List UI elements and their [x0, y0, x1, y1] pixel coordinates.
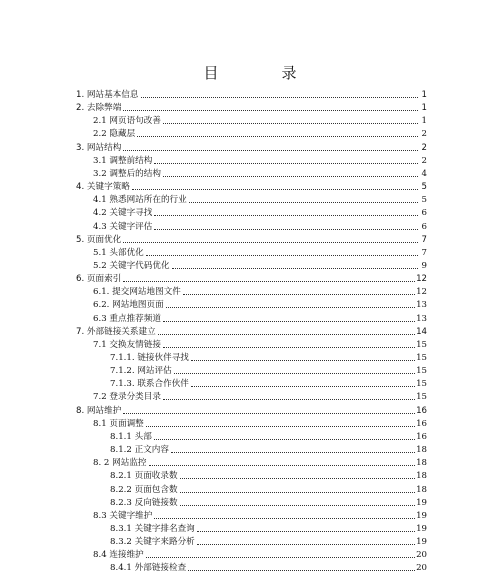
toc-entry-page-number: 2	[421, 129, 427, 140]
dot-leader	[154, 439, 415, 440]
toc-entry[interactable]	[76, 404, 427, 417]
toc-entry[interactable]	[110, 364, 427, 377]
toc-entry[interactable]	[110, 351, 427, 364]
toc-entry[interactable]	[76, 233, 427, 246]
dot-leader	[123, 242, 418, 243]
toc-entry[interactable]	[110, 522, 427, 535]
toc-entry-page-number: 5	[421, 195, 427, 206]
toc-entry[interactable]	[110, 469, 427, 482]
toc-entry[interactable]	[76, 101, 427, 114]
toc-entry[interactable]	[93, 127, 427, 140]
toc-entry[interactable]	[93, 456, 427, 469]
toc-entry-label: 8.2.3 反向链接数	[110, 497, 178, 508]
toc-entry-page-number: 19	[416, 523, 427, 534]
toc-entry[interactable]	[93, 548, 427, 561]
toc-entry-label: 6.3 重点推荐频道	[93, 313, 161, 324]
dot-leader	[180, 478, 415, 479]
toc-entry-label: 4.3 关键字评估	[93, 221, 153, 232]
toc-entry-page-number: 18	[416, 471, 427, 482]
toc-entry-page-number: 14	[416, 326, 427, 337]
dot-leader	[154, 215, 418, 216]
dot-leader	[146, 426, 415, 427]
toc-entry-label: 8.1.1 头部	[110, 431, 152, 442]
toc-entry[interactable]	[93, 338, 427, 351]
toc-entry[interactable]	[76, 88, 427, 101]
toc-entry[interactable]	[76, 325, 427, 338]
toc-entry-label: 8.3.2 关键字来路分析	[110, 537, 195, 548]
dot-leader	[191, 360, 415, 361]
toc-entry-page-number: 19	[416, 510, 427, 521]
toc-entry-page-number: 18	[416, 484, 427, 495]
dot-leader	[137, 136, 418, 137]
dot-leader	[154, 163, 418, 164]
toc-entry-label: 8. 2 网站监控	[93, 458, 147, 469]
dot-leader	[191, 386, 415, 387]
toc-entry-page-number: 19	[416, 497, 427, 508]
dot-leader	[174, 373, 415, 374]
toc-entry-page-number: 15	[416, 353, 427, 363]
toc-entry-label: 2.1 网页语句改善	[93, 116, 161, 127]
dot-leader	[180, 492, 415, 493]
toc-entry-label: 6. 页面索引	[76, 274, 122, 285]
toc-entry[interactable]	[110, 377, 427, 390]
dot-leader	[197, 544, 415, 545]
toc-entry[interactable]	[110, 496, 427, 509]
toc-entry-page-number: 15	[416, 339, 427, 350]
dot-leader	[149, 465, 416, 466]
toc-entry-page-number: 2	[421, 155, 427, 166]
toc-entry-page-number: 7	[421, 247, 427, 258]
toc-entry-page-number: 2	[421, 142, 427, 153]
toc-entry[interactable]	[93, 509, 427, 522]
toc-entry-label: 5. 页面优化	[76, 234, 122, 245]
toc-entry-page-number: 12	[416, 287, 427, 298]
toc-entry[interactable]	[93, 167, 427, 180]
toc-entry-page-number: 13	[416, 300, 427, 311]
toc-entry-label: 7.1.1. 链接伙伴寻找	[110, 353, 189, 363]
toc-entry-page-number: 13	[416, 313, 427, 324]
toc-entry-page-number: 20	[416, 550, 427, 561]
toc-entry-page-number: 7	[421, 234, 427, 245]
toc-entry-label: 8.1.2 正文内容	[110, 445, 169, 456]
toc-entry[interactable]	[93, 114, 427, 127]
dot-leader	[188, 570, 415, 571]
toc-entry[interactable]	[110, 430, 427, 443]
dot-leader	[163, 347, 415, 348]
dot-leader	[123, 281, 415, 282]
toc-entry-label: 8.2.1 页面收录数	[110, 471, 178, 482]
toc-entry-label: 4. 关键字策略	[76, 182, 130, 193]
dot-leader	[189, 202, 418, 203]
toc-entry-label: 5.2 关键字代码优化	[93, 260, 170, 271]
toc-entry-label: 4.1 熟悉网站所在的行业	[93, 195, 187, 206]
toc-entry-label: 7.1 交换友情链接	[93, 339, 161, 350]
toc-entry-label: 7.1.2. 网站评估	[110, 366, 172, 377]
toc-entry-label: 2. 去除弊端	[76, 103, 122, 114]
dot-leader	[141, 97, 419, 98]
toc-entry-page-number: 5	[421, 182, 427, 193]
toc-entry-label: 3.2 调整后的结构	[93, 168, 161, 179]
toc-entry-page-number: 1	[421, 103, 427, 114]
dot-leader	[163, 399, 415, 400]
dot-leader	[172, 268, 418, 269]
toc-entry-page-number: 16	[416, 418, 427, 429]
toc-entry-page-number: 15	[416, 366, 427, 377]
toc-entry[interactable]	[110, 483, 427, 496]
toc-entry[interactable]	[110, 561, 427, 574]
toc-entry[interactable]	[76, 272, 427, 285]
toc-entry[interactable]	[93, 206, 427, 219]
toc-entry-page-number: 16	[416, 431, 427, 442]
toc-entry-label: 7.2 登录分类目录	[93, 392, 161, 403]
dot-leader	[132, 189, 418, 190]
toc-entry-page-number: 1	[421, 90, 427, 100]
dot-leader	[146, 557, 415, 558]
dot-leader	[123, 413, 415, 414]
toc-entry-page-number: 18	[416, 458, 427, 469]
toc-entry[interactable]	[76, 141, 427, 154]
toc-entry-label: 8.3.1 关键字排名查询	[110, 523, 195, 534]
page-title: 目 录	[203, 64, 321, 82]
toc-entry-label: 3. 网站结构	[76, 142, 122, 153]
toc-entry-label: 8.3 关键字维护	[93, 510, 153, 521]
toc-entry[interactable]	[93, 312, 427, 325]
dot-leader	[123, 110, 418, 111]
toc-entry[interactable]	[93, 259, 427, 272]
toc-entry-page-number: 6	[421, 221, 427, 232]
toc-entry-label: 8.1 页面调整	[93, 418, 144, 429]
toc-entry[interactable]	[93, 220, 427, 233]
dot-leader	[154, 229, 418, 230]
toc-entry[interactable]	[93, 298, 427, 311]
toc-entry-page-number: 6	[421, 208, 427, 219]
toc-entry-page-number: 15	[416, 379, 427, 390]
toc-entry-page-number: 16	[416, 405, 427, 416]
toc-entry[interactable]	[110, 535, 427, 548]
toc-entry-label: 8.4 连接维护	[93, 550, 144, 561]
toc-entry-page-number: 12	[416, 274, 427, 285]
toc-entry-page-number: 9	[421, 260, 427, 271]
toc-entry-page-number: 4	[421, 168, 427, 179]
toc-entry-page-number: 18	[416, 445, 427, 456]
toc-entry[interactable]	[76, 180, 427, 193]
toc-entry-page-number: 20	[416, 563, 427, 574]
dot-leader	[183, 294, 415, 295]
dot-leader	[163, 321, 415, 322]
toc-entry[interactable]	[93, 417, 427, 430]
toc-entry-label: 2.2 隐藏层	[93, 129, 136, 140]
toc-entry[interactable]	[93, 246, 427, 259]
dot-leader	[163, 176, 418, 177]
dot-leader	[163, 123, 418, 124]
toc-entry-label: 6.2. 网站地图页面	[93, 300, 164, 311]
dot-leader	[123, 150, 418, 151]
toc-entry-label: 7. 外部链接关系建立	[76, 326, 156, 337]
toc-entry-label: 5.1 头部优化	[93, 247, 144, 258]
toc-entry[interactable]	[93, 390, 427, 403]
dot-leader	[197, 531, 415, 532]
toc-entry-label: 1. 网站基本信息	[76, 90, 139, 100]
dot-leader	[180, 505, 415, 506]
dot-leader	[154, 518, 415, 519]
toc-entry[interactable]	[110, 443, 427, 456]
toc-entry-page-number: 1	[421, 116, 427, 127]
toc-entry[interactable]	[93, 285, 427, 298]
toc-entry-page-number: 15	[416, 392, 427, 403]
toc-entry-label: 8.2.2 页面包含数	[110, 484, 178, 495]
dot-leader	[146, 255, 418, 256]
toc-entry-label: 7.1.3. 联系合作伙伴	[110, 379, 189, 390]
toc-entry-label: 3.1 调整前结构	[93, 155, 153, 166]
dot-leader	[166, 307, 415, 308]
dot-leader	[158, 334, 415, 335]
toc-entry-page-number: 19	[416, 537, 427, 548]
toc-entry-label: 4.2 关键字寻找	[93, 208, 153, 219]
toc-entry-label: 8.4.1 外部链接检查	[110, 563, 187, 574]
toc-entry-label: 8. 网站维护	[76, 405, 122, 416]
dot-leader	[171, 452, 415, 453]
toc-entry[interactable]	[93, 193, 427, 206]
toc-entry[interactable]	[93, 154, 427, 167]
toc-entry-label: 6.1. 提交网站地图文件	[93, 287, 181, 298]
